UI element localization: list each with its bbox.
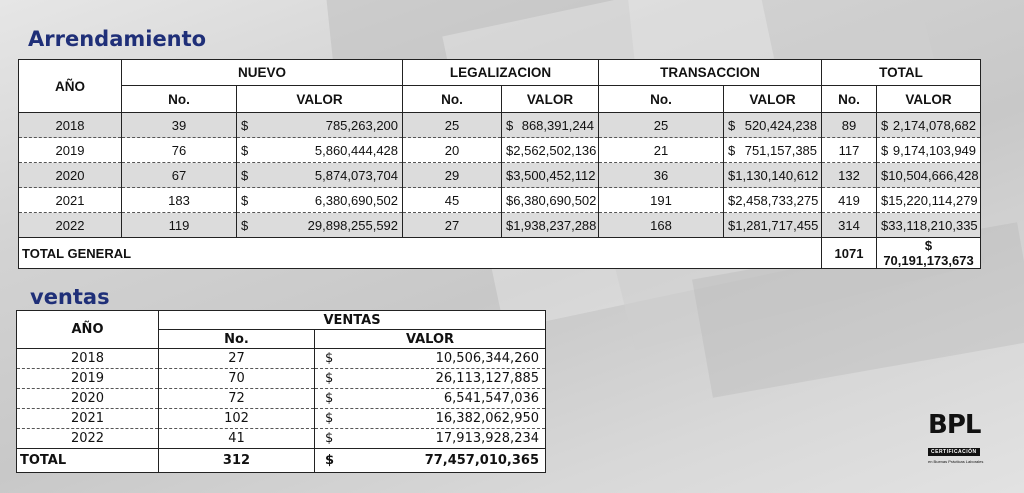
currency-symbol: $ [241,192,249,208]
year-cell: 2022 [19,213,122,238]
ventas-no-cell: 27 [159,349,315,369]
currency-symbol: $ [881,167,889,183]
currency-symbol: $ [325,431,334,446]
total-valor-cell [877,213,981,238]
header-ventas: VENTAS [159,311,546,330]
ventas-total-label: TOTAL [17,449,159,473]
transaccion-valor-cell [724,113,822,138]
header-anio: AÑO [17,311,159,349]
nuevo-valor-cell [237,138,403,163]
table-row [19,113,981,138]
currency-symbol: $ [881,142,889,158]
ventas-table [16,310,546,473]
header-no: No. [403,86,502,113]
currency-symbol: $ [325,351,334,366]
transaccion-no-cell: 25 [599,113,724,138]
amount: 17,913,928,234 [435,431,540,446]
header-transaccion: TRANSACCION [599,60,822,86]
table-row [19,163,981,188]
transaccion-no-cell: 36 [599,163,724,188]
amount: 1,938,237,288 [513,217,597,233]
logo-text: BPL [928,410,981,440]
table-row [17,349,546,369]
nuevo-valor-cell [237,213,403,238]
legalizacion-valor-cell [502,163,599,188]
ventas-total-valor [315,449,546,473]
legalizacion-valor-cell [502,138,599,163]
amount: 3,500,452,112 [513,167,596,183]
total-no-cell: 419 [822,188,877,213]
table-row [17,389,546,409]
amount: 2,458,733,275 [735,192,819,208]
year-cell: 2019 [17,369,159,389]
year-cell: 2020 [17,389,159,409]
year-cell: 2021 [19,188,122,213]
total-general-label: TOTAL GENERAL [19,238,822,269]
header-legalizacion: LEGALIZACION [403,60,599,86]
currency-symbol: $ [241,217,249,233]
ventas-no-cell: 70 [159,369,315,389]
legalizacion-no-cell: 25 [403,113,502,138]
currency-symbol: $ [506,217,514,233]
amount: 1,130,140,612 [735,167,819,183]
legalizacion-valor-cell [502,213,599,238]
ventas-no-cell: 72 [159,389,315,409]
total-valor-cell [877,113,981,138]
total-valor-cell [877,188,981,213]
currency-symbol: $ [325,411,334,426]
legalizacion-no-cell: 29 [403,163,502,188]
amount: 785,263,200 [325,117,399,133]
amount: 9,174,103,949 [892,142,977,158]
year-cell: 2019 [19,138,122,163]
currency-symbol: $ [881,192,889,208]
ventas-no-cell: 102 [159,409,315,429]
currency-symbol: $ [728,167,736,183]
ventas-valor-cell [315,409,546,429]
ventas-title: ventas [30,285,110,309]
transaccion-valor-cell [724,163,822,188]
legalizacion-valor-cell [502,188,599,213]
currency-symbol: $ [881,217,889,233]
header-total: TOTAL [822,60,981,86]
currency-symbol: $ [506,142,514,158]
header-no: No. [822,86,877,113]
transaccion-valor-cell [724,213,822,238]
currency-symbol: $ [325,453,335,468]
total-valor-cell [877,138,981,163]
nuevo-valor-cell [237,113,403,138]
transaccion-valor-cell [724,138,822,163]
currency-symbol: $ [728,217,736,233]
header-valor: VALOR [315,330,546,349]
total-general-no: 1071 [822,238,877,269]
currency-symbol: $ [241,142,249,158]
currency-symbol: $ [241,117,249,133]
transaccion-valor-cell [724,188,822,213]
amount: 6,380,690,502 [314,192,399,208]
total-valor-cell [877,163,981,188]
total-no-cell: 314 [822,213,877,238]
table-row [17,369,546,389]
table-row [17,409,546,429]
nuevo-valor-cell [237,188,403,213]
header-anio: AÑO [19,60,122,113]
transaccion-no-cell: 191 [599,188,724,213]
header-valor: VALOR [724,86,822,113]
total-general-valor: $ 70,191,173,673 [877,238,981,269]
header-nuevo: NUEVO [122,60,403,86]
currency-symbol: $ [241,167,249,183]
ventas-no-cell: 41 [159,429,315,449]
amount: 6,541,547,036 [443,391,540,406]
year-cell: 2022 [17,429,159,449]
amount: 5,860,444,428 [314,142,399,158]
ventas-valor-cell [315,429,546,449]
year-cell: 2018 [17,349,159,369]
currency-symbol: $ [506,167,514,183]
nuevo-valor-cell [237,163,403,188]
amount: 6,380,690,502 [513,192,597,208]
nuevo-no-cell: 39 [122,113,237,138]
table-row [19,213,981,238]
ventas-valor-cell [315,349,546,369]
legalizacion-no-cell: 27 [403,213,502,238]
table-row [17,429,546,449]
ventas-total-amount: 77,457,010,365 [424,453,540,468]
nuevo-no-cell: 67 [122,163,237,188]
logo-bar: CERTIFICACIÓN [928,448,980,456]
header-valor: VALOR [237,86,403,113]
transaccion-no-cell: 21 [599,138,724,163]
total-no-cell: 132 [822,163,877,188]
currency-symbol: $ [325,371,334,386]
header-valor: VALOR [502,86,599,113]
currency-symbol: $ [881,117,889,133]
legalizacion-no-cell: 45 [403,188,502,213]
header-no: No. [159,330,315,349]
currency-symbol: $ [506,192,514,208]
amount: 33,118,210,335 [888,217,978,233]
header-no: No. [599,86,724,113]
currency-symbol: $ [728,142,736,158]
amount: 10,504,666,428 [888,167,979,183]
amount: 868,391,244 [521,117,595,133]
header-valor: VALOR [877,86,981,113]
legalizacion-valor-cell [502,113,599,138]
logo-subtitle: en Buenas Prácticas Laborales [928,459,984,464]
amount: 1,281,717,455 [735,217,819,233]
amount: 10,506,344,260 [435,351,540,366]
currency-symbol: $ [728,192,736,208]
table-row [19,188,981,213]
amount: 15,220,114,279 [888,192,978,208]
ventas-total-no: 312 [159,449,315,473]
year-cell: 2020 [19,163,122,188]
year-cell: 2021 [17,409,159,429]
nuevo-no-cell: 119 [122,213,237,238]
amount: 16,382,062,950 [435,411,540,426]
amount: 26,113,127,885 [435,371,540,386]
bpl-logo [928,410,1008,466]
year-cell: 2018 [19,113,122,138]
currency-symbol: $ [728,117,736,133]
ventas-valor-cell [315,389,546,409]
header-no: No. [122,86,237,113]
amount: 29,898,255,592 [307,217,399,233]
total-no-cell: 89 [822,113,877,138]
transaccion-no-cell: 168 [599,213,724,238]
ventas-valor-cell [315,369,546,389]
total-no-cell: 117 [822,138,877,163]
amount: 751,157,385 [744,142,818,158]
currency-symbol: $ [325,391,334,406]
arrendamiento-table [18,59,981,269]
table-row [19,138,981,163]
nuevo-no-cell: 76 [122,138,237,163]
amount: 2,562,502,136 [513,142,597,158]
amount: 2,174,078,682 [892,117,977,133]
legalizacion-no-cell: 20 [403,138,502,163]
arrendamiento-title: Arrendamiento [28,27,207,51]
amount: 5,874,073,704 [314,167,399,183]
amount: 520,424,238 [744,117,818,133]
currency-symbol: $ [506,117,514,133]
nuevo-no-cell: 183 [122,188,237,213]
